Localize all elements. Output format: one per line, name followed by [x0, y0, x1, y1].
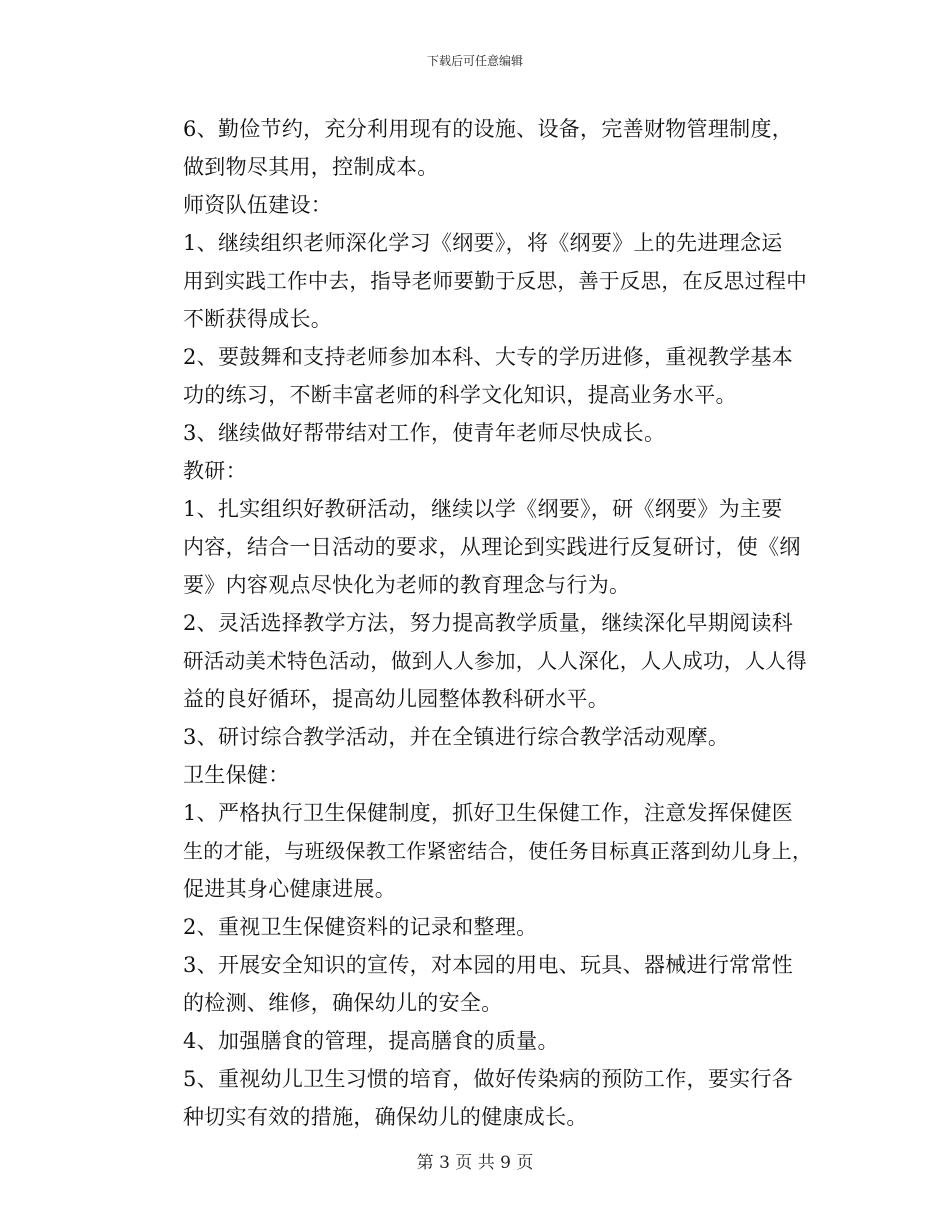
paragraph	[141, 110, 813, 186]
text-line: 研活动美术特色活动，做到人人参加，人人深化，人人成功，人人得	[183, 649, 807, 673]
page-header: 下载后可任意编辑	[426, 54, 523, 68]
paragraph	[141, 718, 813, 756]
text-line: 的检测、维修，确保幼儿的安全。	[183, 991, 503, 1015]
text-line: 3、研讨综合教学活动，并在全镇进行综合教学活动观摩。	[183, 725, 730, 749]
page-number-footer: 第 3 页 共 9 页	[416, 1153, 534, 1173]
paragraph	[141, 224, 813, 338]
text-line: 3、继续做好帮带结对工作，使青年老师尽快成长。	[183, 421, 666, 445]
text-line: 做到物尽其用，控制成本。	[183, 155, 439, 179]
text-line: 生的才能，与班级保教工作紧密结合，使任务目标真正落到幼儿身上，	[183, 839, 813, 863]
text-line: 教研：	[183, 459, 247, 483]
paragraph	[141, 490, 813, 604]
section-heading	[141, 452, 813, 490]
text-line: 1、扎实组织好教研活动，继续以学《纲要》，研《纲要》为主要	[183, 497, 783, 521]
text-line: 1、严格执行卫生保健制度，抓好卫生保健工作，注意发挥保健医	[183, 801, 794, 825]
paragraph	[141, 604, 813, 718]
text-line: 益的良好循环，提高幼儿园整体教科研水平。	[183, 687, 609, 711]
paragraph	[141, 1022, 813, 1060]
paragraph	[141, 908, 813, 946]
text-line: 2、重视卫生保健资料的记录和整理。	[183, 915, 538, 939]
text-line: 种切实有效的措施，确保幼儿的健康成长。	[183, 1105, 588, 1129]
text-line: 2、要鼓舞和支持老师参加本科、大专的学历进修，重视教学基本	[183, 345, 794, 369]
text-line: 用到实践工作中去，指导老师要勤于反思，善于反思，在反思过程中	[183, 269, 807, 293]
paragraph	[141, 414, 813, 452]
text-line: 要》内容观点尽快化为老师的教育理念与行为。	[183, 573, 631, 597]
paragraph	[141, 338, 813, 414]
text-line: 师资队伍建设：	[183, 193, 333, 217]
text-line: 5、重视幼儿卫生习惯的培育，做好传染病的预防工作，要实行各	[183, 1067, 794, 1091]
text-line: 2、灵活选择教学方法，努力提高教学质量，继续深化早期阅读科	[183, 611, 794, 635]
text-line: 卫生保健：	[183, 763, 290, 787]
text-line: 功的练习，不断丰富老师的科学文化知识，提高业务水平。	[183, 383, 737, 407]
text-line: 不断获得成长。	[183, 307, 333, 331]
section-heading	[141, 186, 813, 224]
paragraph	[141, 946, 813, 1022]
text-line: 促进其身心健康进展。	[183, 877, 396, 901]
section-heading	[141, 756, 813, 794]
text-line: 内容，结合一日活动的要求，从理论到实践进行反复研讨，使《纲	[183, 535, 801, 559]
text-line: 1、继续组织老师深化学习《纲要》，将《纲要》上的先进理念运	[183, 231, 783, 255]
text-line: 6、勤俭节约，充分利用现有的设施、设备，完善财物管理制度，	[183, 117, 794, 141]
text-line: 3、开展安全知识的宣传，对本园的用电、玩具、器械进行常常性	[183, 953, 794, 977]
document-body	[141, 110, 813, 1136]
paragraph	[141, 794, 813, 908]
paragraph	[141, 1060, 813, 1136]
text-line: 4、加强膳食的管理，提高膳食的质量。	[183, 1029, 559, 1053]
